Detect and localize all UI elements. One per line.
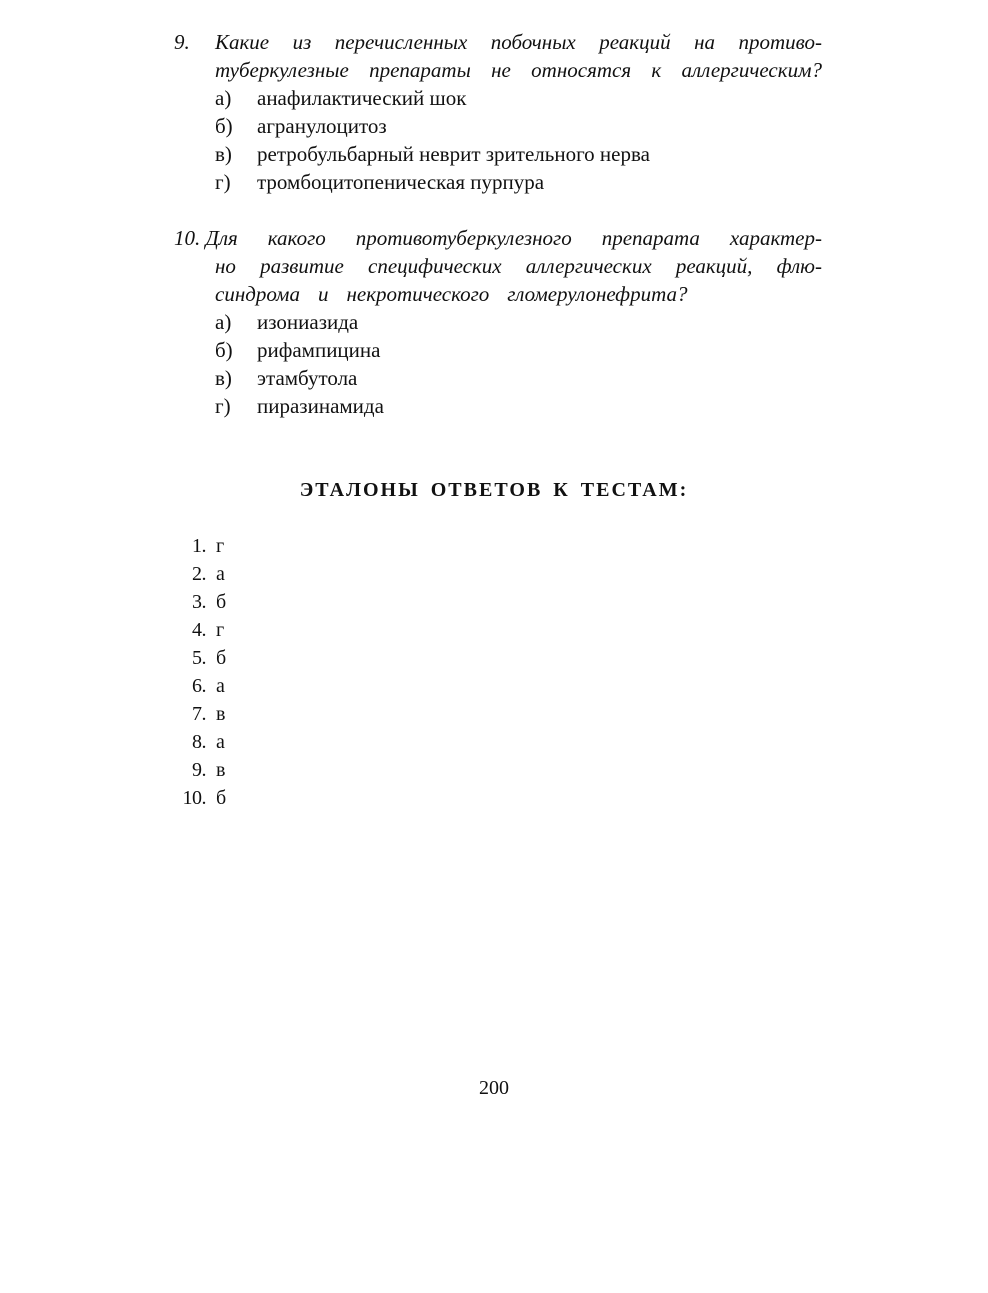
- answer-value: б: [216, 591, 227, 613]
- answer-number: 9.: [192, 759, 206, 781]
- stem-word: препарата: [601, 226, 700, 250]
- answer-row: [172, 560, 226, 588]
- stem-word: характер-: [729, 226, 822, 250]
- stem-word: специфических: [368, 254, 502, 278]
- stem-line: [215, 56, 822, 84]
- option-v: [215, 140, 822, 168]
- answer-row: [172, 616, 226, 644]
- stem-word: флю-: [776, 254, 822, 278]
- option-g: [215, 168, 822, 196]
- stem-word: побочных: [490, 30, 576, 54]
- answer-value: а: [216, 563, 225, 585]
- answer-row: [172, 756, 226, 784]
- stem-word: Какие: [215, 30, 270, 54]
- stem-word: но: [215, 254, 236, 278]
- option-text: изониазида: [257, 310, 359, 334]
- option-text: тромбоцитопеническая пурпура: [257, 170, 545, 194]
- answer-number: 2.: [192, 563, 206, 585]
- option-a: [215, 84, 822, 112]
- answer-value: в: [216, 703, 226, 725]
- stem-word: противо-: [738, 30, 822, 54]
- answer-value: а: [216, 675, 225, 697]
- question-number: 9.: [174, 30, 190, 54]
- option-letter: а): [215, 86, 232, 110]
- stem-line: [174, 224, 822, 252]
- option-letter: б): [215, 114, 233, 138]
- answer-row: [172, 728, 226, 756]
- answer-number: 4.: [192, 619, 206, 641]
- stem-word: перечисленных: [334, 30, 468, 54]
- answers-list: [172, 532, 226, 812]
- stem-word: реакций,: [675, 254, 753, 278]
- stem-word: гломерулонефрита?: [507, 282, 688, 306]
- page-number: 200: [479, 1077, 509, 1099]
- stem-word: синдрома: [215, 282, 300, 306]
- stem-word: какого: [267, 226, 326, 250]
- option-letter: в): [215, 142, 232, 166]
- answers-heading: ЭТАЛОНЫ ОТВЕТОВ К ТЕСТАМ:: [299, 479, 689, 501]
- answer-number: 7.: [192, 703, 206, 725]
- option-b: [215, 112, 822, 140]
- answer-number: 8.: [192, 731, 206, 753]
- question-number: 10. Для: [174, 226, 238, 250]
- answer-number: 1.: [192, 535, 206, 557]
- stem-line: [215, 280, 822, 308]
- answer-value: г: [216, 535, 225, 557]
- option-v: [215, 364, 822, 392]
- answer-row: [172, 588, 226, 616]
- question-10: [174, 224, 822, 420]
- stem-word: реакций: [599, 30, 671, 54]
- answer-row: [172, 672, 226, 700]
- option-text: анафилактический шок: [257, 86, 467, 110]
- answer-value: г: [216, 619, 225, 641]
- option-letter: в): [215, 366, 232, 390]
- answer-number: 5.: [192, 647, 206, 669]
- stem-line: [215, 252, 822, 280]
- stem-word: и: [317, 282, 329, 306]
- answer-row: [172, 784, 226, 812]
- answer-row: [172, 532, 226, 560]
- option-text: агранулоцитоз: [257, 114, 387, 138]
- option-a: [215, 308, 822, 336]
- answer-row: [172, 700, 226, 728]
- option-text: ретробульбарный неврит зрительного нерва: [257, 142, 650, 166]
- option-g: [215, 392, 822, 420]
- answer-number: 6.: [192, 675, 206, 697]
- answer-row: [172, 644, 226, 672]
- stem-word: противотуберкулезного: [355, 226, 572, 250]
- stem-word: к: [651, 58, 662, 82]
- answer-value: б: [216, 647, 227, 669]
- answer-number: 10.: [182, 787, 206, 809]
- option-letter: б): [215, 338, 233, 362]
- stem-word: препараты: [369, 58, 471, 82]
- stem-word: некротического: [346, 282, 490, 306]
- option-text: этамбутола: [257, 366, 358, 390]
- stem-word: туберкулезные: [215, 58, 349, 82]
- stem-word: относятся: [531, 58, 632, 82]
- options-list: [215, 84, 822, 196]
- question-stem: [215, 28, 822, 196]
- stem-word: из: [292, 30, 312, 54]
- option-letter: г): [215, 394, 231, 418]
- question-9: [174, 28, 822, 196]
- stem-line: [215, 28, 822, 56]
- stem-word: не: [491, 58, 511, 82]
- answer-value: в: [216, 759, 226, 781]
- stem-word: на: [694, 30, 715, 54]
- options-list: [215, 308, 822, 420]
- answer-number: 3.: [192, 591, 206, 613]
- option-b: [215, 336, 822, 364]
- option-letter: а): [215, 310, 232, 334]
- stem-word: аллергическим?: [681, 58, 822, 82]
- stem-word: аллергических: [525, 254, 652, 278]
- stem-word: развитие: [260, 254, 344, 278]
- answer-value: б: [216, 787, 227, 809]
- option-letter: г): [215, 170, 231, 194]
- answer-value: а: [216, 731, 225, 753]
- option-text: рифампицина: [257, 338, 381, 362]
- question-stem-continued: [215, 252, 822, 420]
- option-text: пиразинамида: [257, 394, 384, 418]
